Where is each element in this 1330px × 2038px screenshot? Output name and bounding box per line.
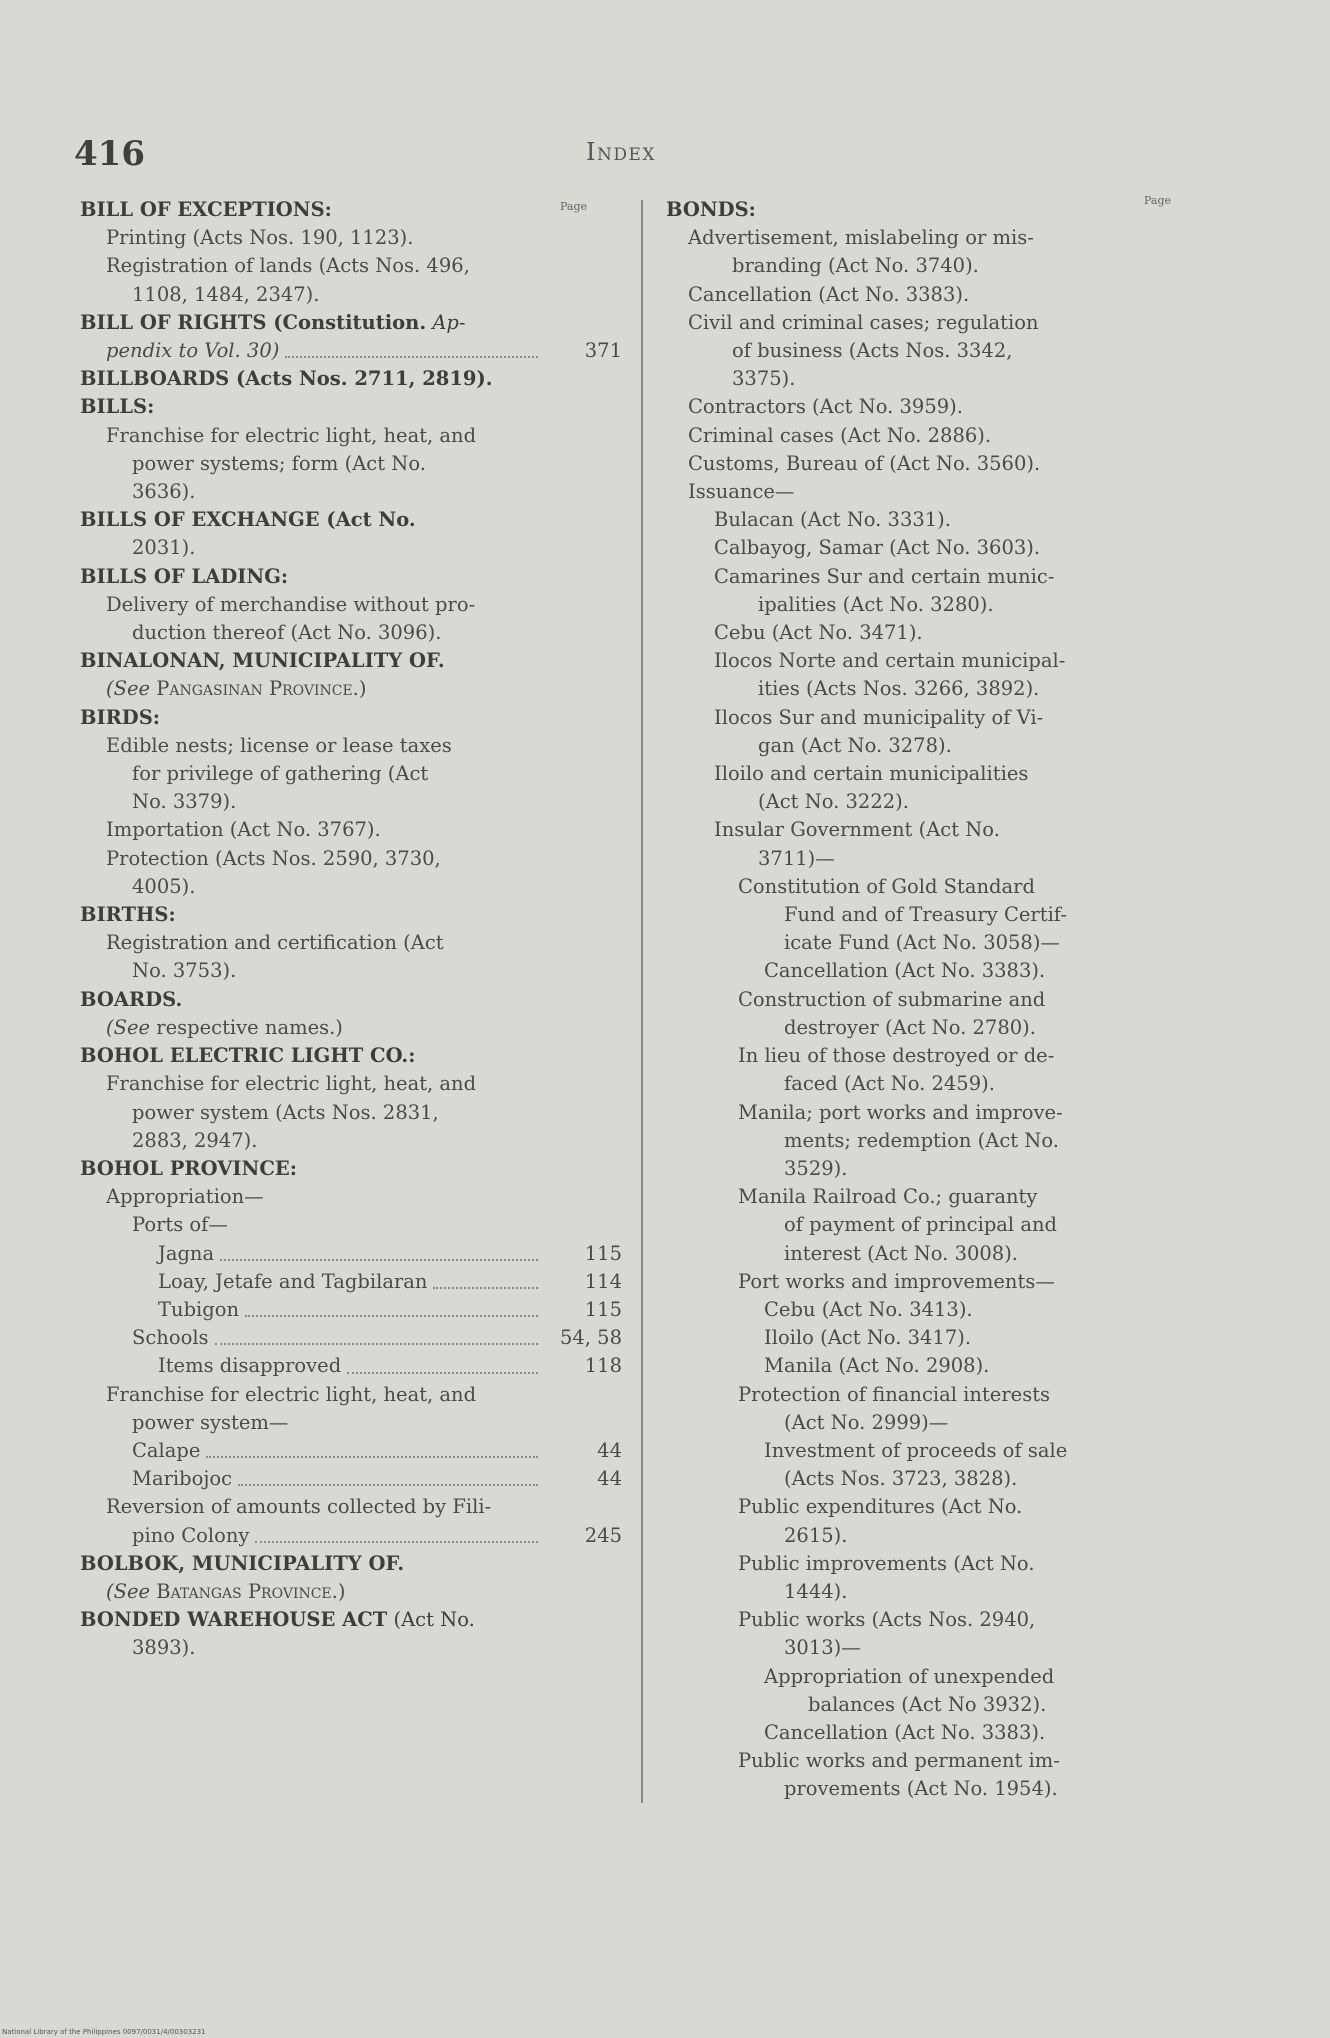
entry-heading: BINALONAN, MUNICIPALITY OF.: [80, 649, 445, 673]
subentry: Criminal cases (Act No. 2886).: [688, 423, 992, 447]
ref-text: Items disapproved: [158, 1354, 342, 1378]
index-entry: [80, 393, 544, 506]
subentry: Iloilo and certain municipalities: [714, 762, 1029, 786]
subentry: ments; redemption (Act No.: [784, 1128, 1059, 1152]
subentry: Public works (Acts Nos. 2940,: [738, 1608, 1036, 1632]
page-number: 416: [74, 134, 145, 174]
subentry: 1444).: [784, 1579, 848, 1603]
leader-dots: [206, 1456, 538, 1458]
subentry: Issuance—: [688, 480, 795, 504]
page-column-label-left: Page: [560, 200, 588, 213]
subentry: 3636).: [132, 480, 196, 504]
subentry: Customs, Bureau of (Act No. 3560).: [688, 451, 1041, 475]
ref-text: Loay, Jetafe and Tagbilaran: [158, 1269, 428, 1293]
subentry: Delivery of merchandise without pro-: [106, 592, 476, 616]
subentry: Franchise for electric light, heat, and: [106, 423, 477, 447]
subentry: 4005).: [132, 874, 196, 898]
leader-dots: [238, 1484, 538, 1486]
index-entry: [80, 704, 544, 901]
subentry: 1108, 1484, 2347).: [132, 282, 320, 306]
cross-reference: [80, 1014, 544, 1042]
cross-reference: [80, 1578, 544, 1606]
leader-dots: [245, 1315, 538, 1317]
entry-heading: BILLS:: [80, 395, 155, 419]
subentry: Civil and criminal cases; regulation: [688, 310, 1039, 334]
subentry: Manila (Act No. 2908).: [764, 1354, 990, 1378]
page-ref: 245: [584, 1523, 622, 1547]
entry-heading: BIRTHS:: [80, 903, 176, 927]
index-entry: [80, 196, 544, 309]
entry-heading: BOHOL ELECTRIC LIGHT CO.:: [80, 1044, 416, 1068]
subentry: ipalities (Act No. 3280).: [758, 592, 994, 616]
ref-text: Tubigon: [158, 1297, 240, 1321]
subentry: power systems; form (Act No.: [132, 451, 426, 475]
page-reference: [80, 1437, 622, 1465]
index-entry: [80, 365, 544, 393]
page-reference: [80, 1324, 622, 1352]
index-entry: [80, 647, 544, 703]
subentry: 3529).: [784, 1156, 848, 1180]
page-reference: [80, 1296, 622, 1324]
entry-heading: BONDS:: [666, 198, 756, 221]
index-entry: [80, 1550, 544, 1606]
subentry: Bulacan (Act No. 3331).: [714, 508, 951, 532]
entry-heading: [80, 309, 544, 337]
subentry: 2883, 2947).: [132, 1128, 258, 1152]
subentry: Ilocos Sur and municipality of Vi-: [714, 705, 1044, 729]
entry-heading: [80, 1606, 544, 1634]
subentry: faced (Act No. 2459).: [784, 1072, 995, 1096]
subentry: 3711)—: [758, 846, 835, 870]
ref-text: Calape: [132, 1438, 201, 1462]
index-entry: [80, 563, 544, 648]
subentry: Cancellation (Act No. 3383).: [688, 282, 970, 306]
column-rule: [641, 200, 643, 1803]
index-entry: [80, 506, 544, 562]
subentry: (Acts Nos. 3723, 3828).: [784, 1467, 1018, 1491]
ref-text: Schools: [132, 1326, 209, 1350]
subentry: branding (Act No. 3740).: [732, 254, 979, 278]
heading-italic: Ap-: [426, 310, 466, 334]
subentry: duction thereof (Act No. 3096).: [132, 621, 442, 645]
subentry: of business (Acts Nos. 3342,: [732, 339, 1013, 363]
subentry: power system (Acts Nos. 2831,: [132, 1100, 439, 1124]
page-ref: 115: [584, 1297, 622, 1321]
subentry: Ports of—: [132, 1213, 228, 1237]
subentry: Construction of submarine and: [738, 987, 1046, 1011]
leader-dots: [255, 1541, 538, 1543]
page-reference: [80, 1352, 622, 1380]
subentry: (Act No. 3222).: [758, 790, 909, 814]
page-ref: 44: [597, 1467, 622, 1491]
page-ref: 115: [584, 1241, 622, 1265]
subentry: Public expenditures (Act No.: [738, 1495, 1023, 1519]
right-column: [666, 196, 1132, 1804]
leader-dots: [285, 356, 538, 358]
subentry: 3375).: [732, 367, 796, 391]
leader-dots: [347, 1372, 538, 1374]
page-ref: 118: [584, 1354, 622, 1378]
subentry: power system—: [132, 1410, 289, 1434]
entry-heading: BOARDS.: [80, 987, 183, 1011]
subentry: Importation (Act No. 3767).: [106, 818, 381, 842]
subentry: Advertisement, mislabeling or mis-: [688, 226, 1034, 250]
subentry: Franchise for electric light, heat, and: [106, 1382, 477, 1406]
subentry: In lieu of those destroyed or de-: [738, 1044, 1055, 1068]
entry-heading: BOLBOK, MUNICIPALITY OF.: [80, 1551, 405, 1575]
bonds-subentries: [666, 224, 1132, 1803]
entry-heading: BILL OF EXCEPTIONS:: [80, 198, 332, 221]
page-ref: 44: [597, 1438, 622, 1462]
leader-dots: [220, 1259, 538, 1261]
entry-heading: BOHOL PROVINCE:: [80, 1156, 297, 1180]
subentry: destroyer (Act No. 2780).: [784, 1015, 1036, 1039]
subentry: 2031).: [132, 536, 196, 560]
page-reference: [80, 1240, 622, 1268]
entry-heading: BILLBOARDS (Acts Nos. 2711, 2819).: [80, 367, 493, 391]
footer-credit: National Library of the Philippines 0097/0031/4/00303231: [2, 2028, 206, 2036]
page-reference: [80, 1465, 622, 1493]
subentry: Protection (Acts Nos. 2590, 3730,: [106, 846, 441, 870]
page-reference: [80, 1522, 622, 1550]
cross-reference: [80, 675, 544, 703]
subentry: Registration of lands (Acts Nos. 496,: [106, 254, 470, 278]
subentry: No. 3753).: [132, 959, 237, 983]
see-target: Batangas Province.): [156, 1579, 346, 1603]
subentry: Public improvements (Act No.: [738, 1551, 1035, 1575]
subentry: of payment of principal and: [784, 1213, 1058, 1237]
subentry: Contractors (Act No. 3959).: [688, 395, 963, 419]
subentry: Edible nests; license or lease taxes: [106, 733, 452, 757]
see-label: (See: [106, 1579, 151, 1603]
subentry: Registration and certification (Act: [106, 931, 444, 955]
entry-heading: BILLS OF EXCHANGE (Act No.: [80, 508, 416, 532]
subentry: Cancellation (Act No. 3383).: [764, 1720, 1046, 1744]
subentry: Public works and permanent im-: [738, 1749, 1060, 1773]
subentry: Cancellation (Act No. 3383).: [764, 959, 1046, 983]
leader-dots: [215, 1343, 538, 1345]
subentry: Manila; port works and improve-: [738, 1100, 1063, 1124]
see-target: Pangasinan Province.): [156, 677, 367, 701]
subentry: (Act No. 2999)—: [784, 1410, 949, 1434]
subentry: Iloilo (Act No. 3417).: [764, 1326, 972, 1350]
heading-text: BILL OF RIGHTS (Constitution.: [80, 310, 427, 334]
subentry: for privilege of gathering (Act: [132, 762, 429, 786]
subentry: 3013)—: [784, 1636, 861, 1660]
ref-text: pendix to Vol. 30): [106, 339, 280, 363]
page-ref: 371: [584, 339, 622, 363]
subentry: Camarines Sur and certain munic-: [714, 564, 1055, 588]
subentry: Investment of proceeds of sale: [764, 1438, 1068, 1462]
subentry: Appropriation—: [106, 1185, 264, 1209]
running-head: Index: [586, 138, 656, 166]
page-column-label-right: Page: [1144, 194, 1172, 207]
subentry: Cebu (Act No. 3471).: [714, 621, 923, 645]
index-entry: [80, 1042, 544, 1155]
see-label: (See: [106, 1015, 151, 1039]
subentry: interest (Act No. 3008).: [784, 1241, 1019, 1265]
subentry: Reversion of amounts collected by Fili-: [106, 1495, 492, 1519]
entry-heading: BIRDS:: [80, 705, 160, 729]
subentry: 2615).: [784, 1523, 848, 1547]
subentry: 3893).: [132, 1636, 196, 1660]
subentry: provements (Act No. 1954).: [784, 1777, 1058, 1801]
ref-text: Jagna: [158, 1241, 215, 1265]
index-entry: [80, 1155, 622, 1550]
ref-text: pino Colony: [132, 1523, 250, 1547]
page-ref: 54, 58: [559, 1326, 622, 1350]
subentry: balances (Act No 3932).: [808, 1692, 1047, 1716]
index-entry: [80, 901, 544, 986]
subentry: Ilocos Norte and certain municipal-: [714, 649, 1066, 673]
subentry: icate Fund (Act No. 3058)—: [784, 931, 1060, 955]
subentry: Cebu (Act No. 3413).: [764, 1297, 973, 1321]
entry-heading: BILLS OF LADING:: [80, 564, 289, 588]
subentry: Constitution of Gold Standard: [738, 874, 1035, 898]
heading-rest: (Act No.: [387, 1608, 475, 1632]
subentry: Printing (Acts Nos. 190, 1123).: [106, 226, 414, 250]
index-entry: [80, 309, 622, 365]
see-target: respective names.): [156, 1015, 343, 1039]
subentry: Manila Railroad Co.; guaranty: [738, 1185, 1038, 1209]
subentry: No. 3379).: [132, 790, 237, 814]
subentry: Protection of financial interests: [738, 1382, 1051, 1406]
index-entry: [80, 1606, 544, 1662]
subentry: Port works and improvements—: [738, 1269, 1055, 1293]
page-ref: 114: [584, 1269, 622, 1293]
subentry: Calbayog, Samar (Act No. 3603).: [714, 536, 1041, 560]
ref-text: Maribojoc: [132, 1467, 233, 1491]
subentry: Franchise for electric light, heat, and: [106, 1072, 477, 1096]
subentry: Appropriation of unexpended: [764, 1664, 1055, 1688]
index-entry: [80, 986, 544, 1042]
page-reference: [80, 337, 622, 365]
page-reference: [80, 1268, 622, 1296]
subentry: ities (Acts Nos. 3266, 3892).: [758, 677, 1040, 701]
subentry: gan (Act No. 3278).: [758, 733, 952, 757]
subentry: Insular Government (Act No.: [714, 818, 1000, 842]
see-label: (See: [106, 677, 151, 701]
subentry: Fund and of Treasury Certif-: [784, 903, 1067, 927]
heading-text: BONDED WAREHOUSE ACT: [80, 1608, 388, 1632]
leader-dots: [433, 1287, 538, 1289]
